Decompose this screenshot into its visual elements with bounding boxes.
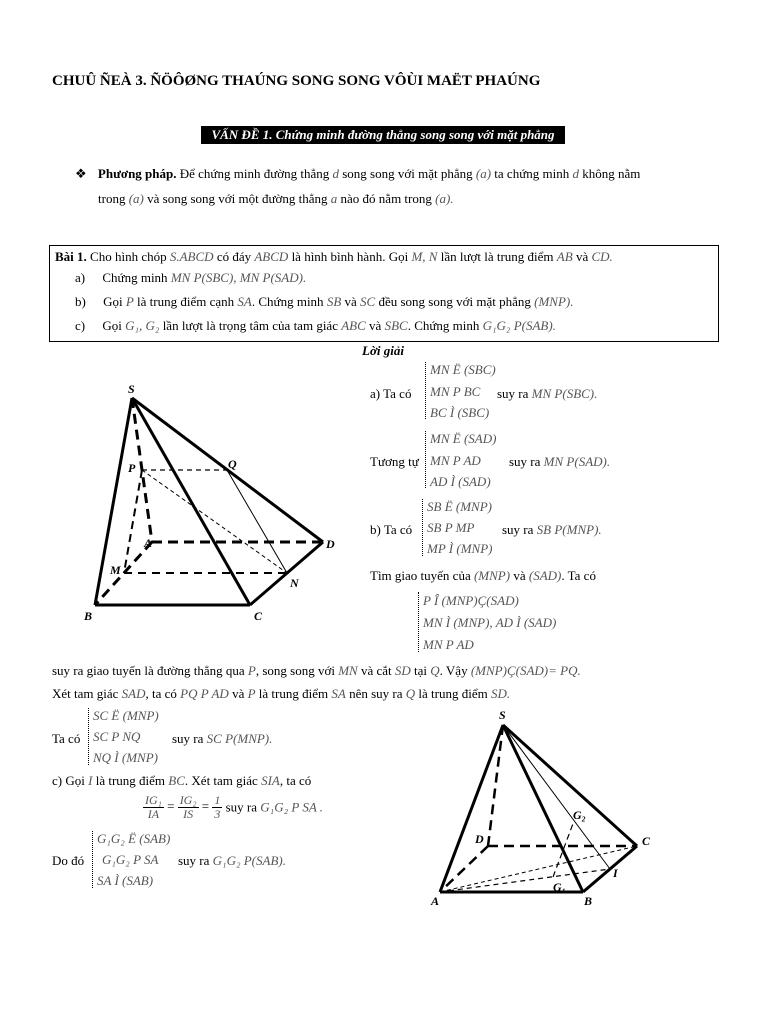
system-line: MN Ë (SAD) <box>430 431 497 446</box>
system-line: SB Ë (MNP) <box>427 499 492 514</box>
equals: = <box>201 798 210 814</box>
math: (SAD) <box>528 568 562 583</box>
label-N: N <box>290 576 299 590</box>
text: , song song với <box>255 663 335 678</box>
section-title: VẤN ĐỀ 1. Chứng minh đường thẳng song song với mặt phẳng <box>201 126 565 144</box>
sol-tt-prefix: Tương tự <box>370 454 419 469</box>
denominator: IS <box>183 807 194 821</box>
fraction <box>212 794 222 821</box>
method-label: Phương pháp. <box>97 166 177 181</box>
numerator: IG₂ <box>179 793 197 807</box>
label-A: A <box>431 894 440 908</box>
problem-statement <box>55 249 613 265</box>
sol-dodo-prefix: Do đó <box>52 853 85 868</box>
text: có đáy <box>216 249 252 264</box>
text: và <box>344 294 357 309</box>
system-line: MN Ë (SBC) <box>430 362 496 377</box>
text: Gọi <box>102 318 122 333</box>
text: nên suy ra <box>349 686 403 701</box>
text: suy ra giao tuyến là đường thẳng qua <box>52 663 245 678</box>
math: (a). <box>435 191 454 206</box>
math: SAD <box>121 686 146 701</box>
denominator: 3 <box>214 807 221 821</box>
sol-tt-conclusion <box>509 454 610 470</box>
bullet-icon: ❖ <box>75 166 87 181</box>
math: CD. <box>591 249 613 264</box>
sol-a-conclusion <box>497 386 597 402</box>
math: I <box>88 773 93 788</box>
system-brace <box>425 431 426 488</box>
text: c) Gọi <box>52 773 85 788</box>
system-brace <box>92 831 93 888</box>
math: SB <box>326 294 342 309</box>
math: SC <box>360 294 376 309</box>
problem-label: Bài 1. <box>55 249 87 264</box>
label-I: I <box>613 866 618 880</box>
text: suy ra <box>225 799 258 815</box>
label-P: P <box>128 461 136 475</box>
text: . Chứng minh <box>251 294 324 309</box>
text: và <box>369 318 382 333</box>
edge-CD <box>250 542 323 605</box>
text: và <box>513 568 526 583</box>
math: G₁G₂ P(SAB). <box>482 318 556 333</box>
sol-dodo-conclusion <box>178 853 286 869</box>
text: Cho hình chóp <box>90 249 167 264</box>
text: . Xét tam giác <box>184 773 258 788</box>
method-text: trong <box>98 191 126 206</box>
text: và <box>575 249 589 264</box>
math: G₁G₂ P SA . <box>260 799 324 815</box>
denominator: IA <box>147 807 160 821</box>
text: và cắt <box>360 663 392 678</box>
math: P <box>247 686 256 701</box>
system-line: SC Ë (MNP) <box>93 708 159 723</box>
text: . Vậy <box>439 663 468 678</box>
text: Tìm giao tuyến của <box>370 568 471 583</box>
math: SC P(MNP). <box>206 731 273 746</box>
text: lần lượt là trung điểm <box>440 249 554 264</box>
problem-part-b <box>75 294 573 310</box>
label-C: C <box>642 834 651 848</box>
system-brace <box>425 362 426 419</box>
text: suy ra <box>509 454 541 469</box>
text: , ta có <box>279 773 312 788</box>
label-Q: Q <box>228 457 237 471</box>
system-line: SC P NQ <box>93 729 141 744</box>
problem-part-a <box>75 270 306 286</box>
math: ABCD <box>254 249 289 264</box>
math: SIA <box>261 773 280 788</box>
math: MN P(SBC). <box>531 386 598 401</box>
label-B: B <box>84 609 93 623</box>
math: (MNP) <box>473 568 511 583</box>
label-S: S <box>128 382 135 396</box>
text: là trung điểm <box>258 686 329 701</box>
math: Q <box>405 686 416 701</box>
sol-c-line <box>52 773 311 789</box>
method-line-2 <box>98 191 454 207</box>
label-G2: G₂ <box>573 808 586 822</box>
text: đều song song với mặt phẳng <box>378 294 531 309</box>
label-C: C <box>254 609 263 623</box>
giao-line <box>370 568 596 584</box>
math: ABC <box>341 318 366 333</box>
system-line: MN Ì (MNP), AD Ì (SAD) <box>423 615 557 630</box>
method-text: nào đó nằm trong <box>340 191 432 206</box>
text: . Ta có <box>561 568 596 583</box>
text: Chứng minh <box>102 270 168 285</box>
math: SD <box>394 663 411 678</box>
label-D: D <box>326 537 335 551</box>
equals: = <box>167 798 175 814</box>
text: , ta có <box>145 686 177 701</box>
text: là trung điểm cạnh <box>137 294 235 309</box>
math: G₁, G₂ <box>125 318 160 333</box>
system-line: MP Ì (MNP) <box>427 541 493 556</box>
text: là trung điểm <box>418 686 488 701</box>
problem-part-c <box>75 318 556 334</box>
system-line: G₁G₂ Ë (SAB) <box>97 831 171 846</box>
system-line: NQ Ì (MNP) <box>93 750 158 765</box>
label-S: S <box>499 708 506 722</box>
math: P <box>247 663 256 678</box>
label-A: A <box>144 536 153 550</box>
label-M: M <box>110 563 121 577</box>
math: (MNP)Ç(SAD)= PQ. <box>470 663 581 678</box>
math: S.ABCD <box>169 249 214 264</box>
text: suy ra <box>502 522 534 537</box>
text: là trung điểm <box>95 773 166 788</box>
system-brace <box>88 708 89 765</box>
method-text: ta chứng minh <box>494 166 570 181</box>
math: M, N <box>411 249 438 264</box>
system-line: SB P MP <box>427 520 475 535</box>
sol-b-prefix: b) Ta có <box>370 522 413 537</box>
chapter-title: CHUÛ ÑEÀ 3. ÑÖÔØNG THAÚNG SONG SONG VÔÙI MAËT PHAÚNG <box>52 73 541 89</box>
solution-title: Lời giải <box>362 343 405 358</box>
math: (MNP). <box>534 294 574 309</box>
label-D: D <box>475 832 484 846</box>
system-line: MN P AD <box>430 453 481 468</box>
part-label: b) <box>75 294 86 309</box>
pyramid-figure-2 <box>425 705 665 910</box>
method-text: Để chứng minh đường thẳng <box>179 166 330 181</box>
segment-SI <box>503 725 610 869</box>
method-text: không nằm <box>582 166 641 181</box>
text: suy ra <box>172 731 204 746</box>
edge-SB <box>503 725 583 892</box>
system-line: P Î (MNP)Ç(SAD) <box>423 593 519 608</box>
numerator: 1 <box>214 793 221 807</box>
math: SA <box>331 686 346 701</box>
math: BC <box>168 773 185 788</box>
math: MN <box>338 663 358 678</box>
fraction <box>143 794 164 821</box>
math: MN P(SAD). <box>543 454 611 469</box>
system-line: MN P AD <box>423 637 474 652</box>
text: suy ra <box>497 386 529 401</box>
edge-SC <box>503 725 637 846</box>
text: và <box>232 686 245 701</box>
math: G₁G₂ P(SAB). <box>212 853 286 868</box>
sol-a-prefix: a) Ta có <box>370 386 412 401</box>
method-line-1 <box>75 166 640 182</box>
system-line: MN P BC <box>430 384 481 399</box>
text: là hình bình hành. Gọi <box>291 249 409 264</box>
text: . Chứng minh <box>407 318 480 333</box>
math: SA <box>237 294 252 309</box>
math: MN P(SBC), MN P(SAD). <box>170 270 307 285</box>
math: d <box>572 166 579 181</box>
sol-sc-prefix: Ta có <box>52 731 81 746</box>
math: SD. <box>490 686 511 701</box>
math: (a) <box>475 166 492 181</box>
math: P <box>125 294 134 309</box>
text: Gọi <box>103 294 123 309</box>
part-label: c) <box>75 318 86 333</box>
fraction-equation <box>143 794 323 821</box>
text: Xét tam giác <box>52 686 119 701</box>
part-label: a) <box>75 270 86 285</box>
sol-sc-conclusion <box>172 731 272 747</box>
math: Q <box>430 663 440 678</box>
system-line: SA Ì (SAB) <box>97 873 154 888</box>
method-text: và song song với một đường thẳng <box>147 191 328 206</box>
label-B: B <box>584 894 593 908</box>
suy-ra-line <box>52 663 581 679</box>
text: lần lượt là trọng tâm của tam giác <box>162 318 338 333</box>
numerator: IG₁ <box>145 793 162 807</box>
system-line: BC Ì (SBC) <box>430 405 490 420</box>
text: suy ra <box>178 853 210 868</box>
system-line: G₁G₂ P SA <box>102 852 159 867</box>
label-G1: G₁ <box>553 880 566 894</box>
system-brace <box>418 592 419 652</box>
sol-b-conclusion <box>502 522 602 538</box>
pyramid-figure-1 <box>80 380 350 625</box>
math: d <box>332 166 339 181</box>
math: (a) <box>128 191 144 206</box>
math: AB <box>556 249 573 264</box>
fraction <box>178 794 199 821</box>
xet-line <box>52 686 510 702</box>
segment-AC <box>440 846 637 892</box>
segment-PN <box>142 470 287 573</box>
segment-QN <box>227 470 287 573</box>
method-text: song song với mặt phẳng <box>342 166 473 181</box>
math: SBC <box>384 318 408 333</box>
math: a <box>330 191 338 206</box>
system-brace <box>422 499 423 556</box>
edge-SC <box>132 398 250 605</box>
math: SB P(MNP). <box>536 522 602 537</box>
system-line: AD Ì (SAD) <box>430 474 491 489</box>
text: tại <box>414 663 428 678</box>
math: PQ P AD <box>180 686 229 701</box>
